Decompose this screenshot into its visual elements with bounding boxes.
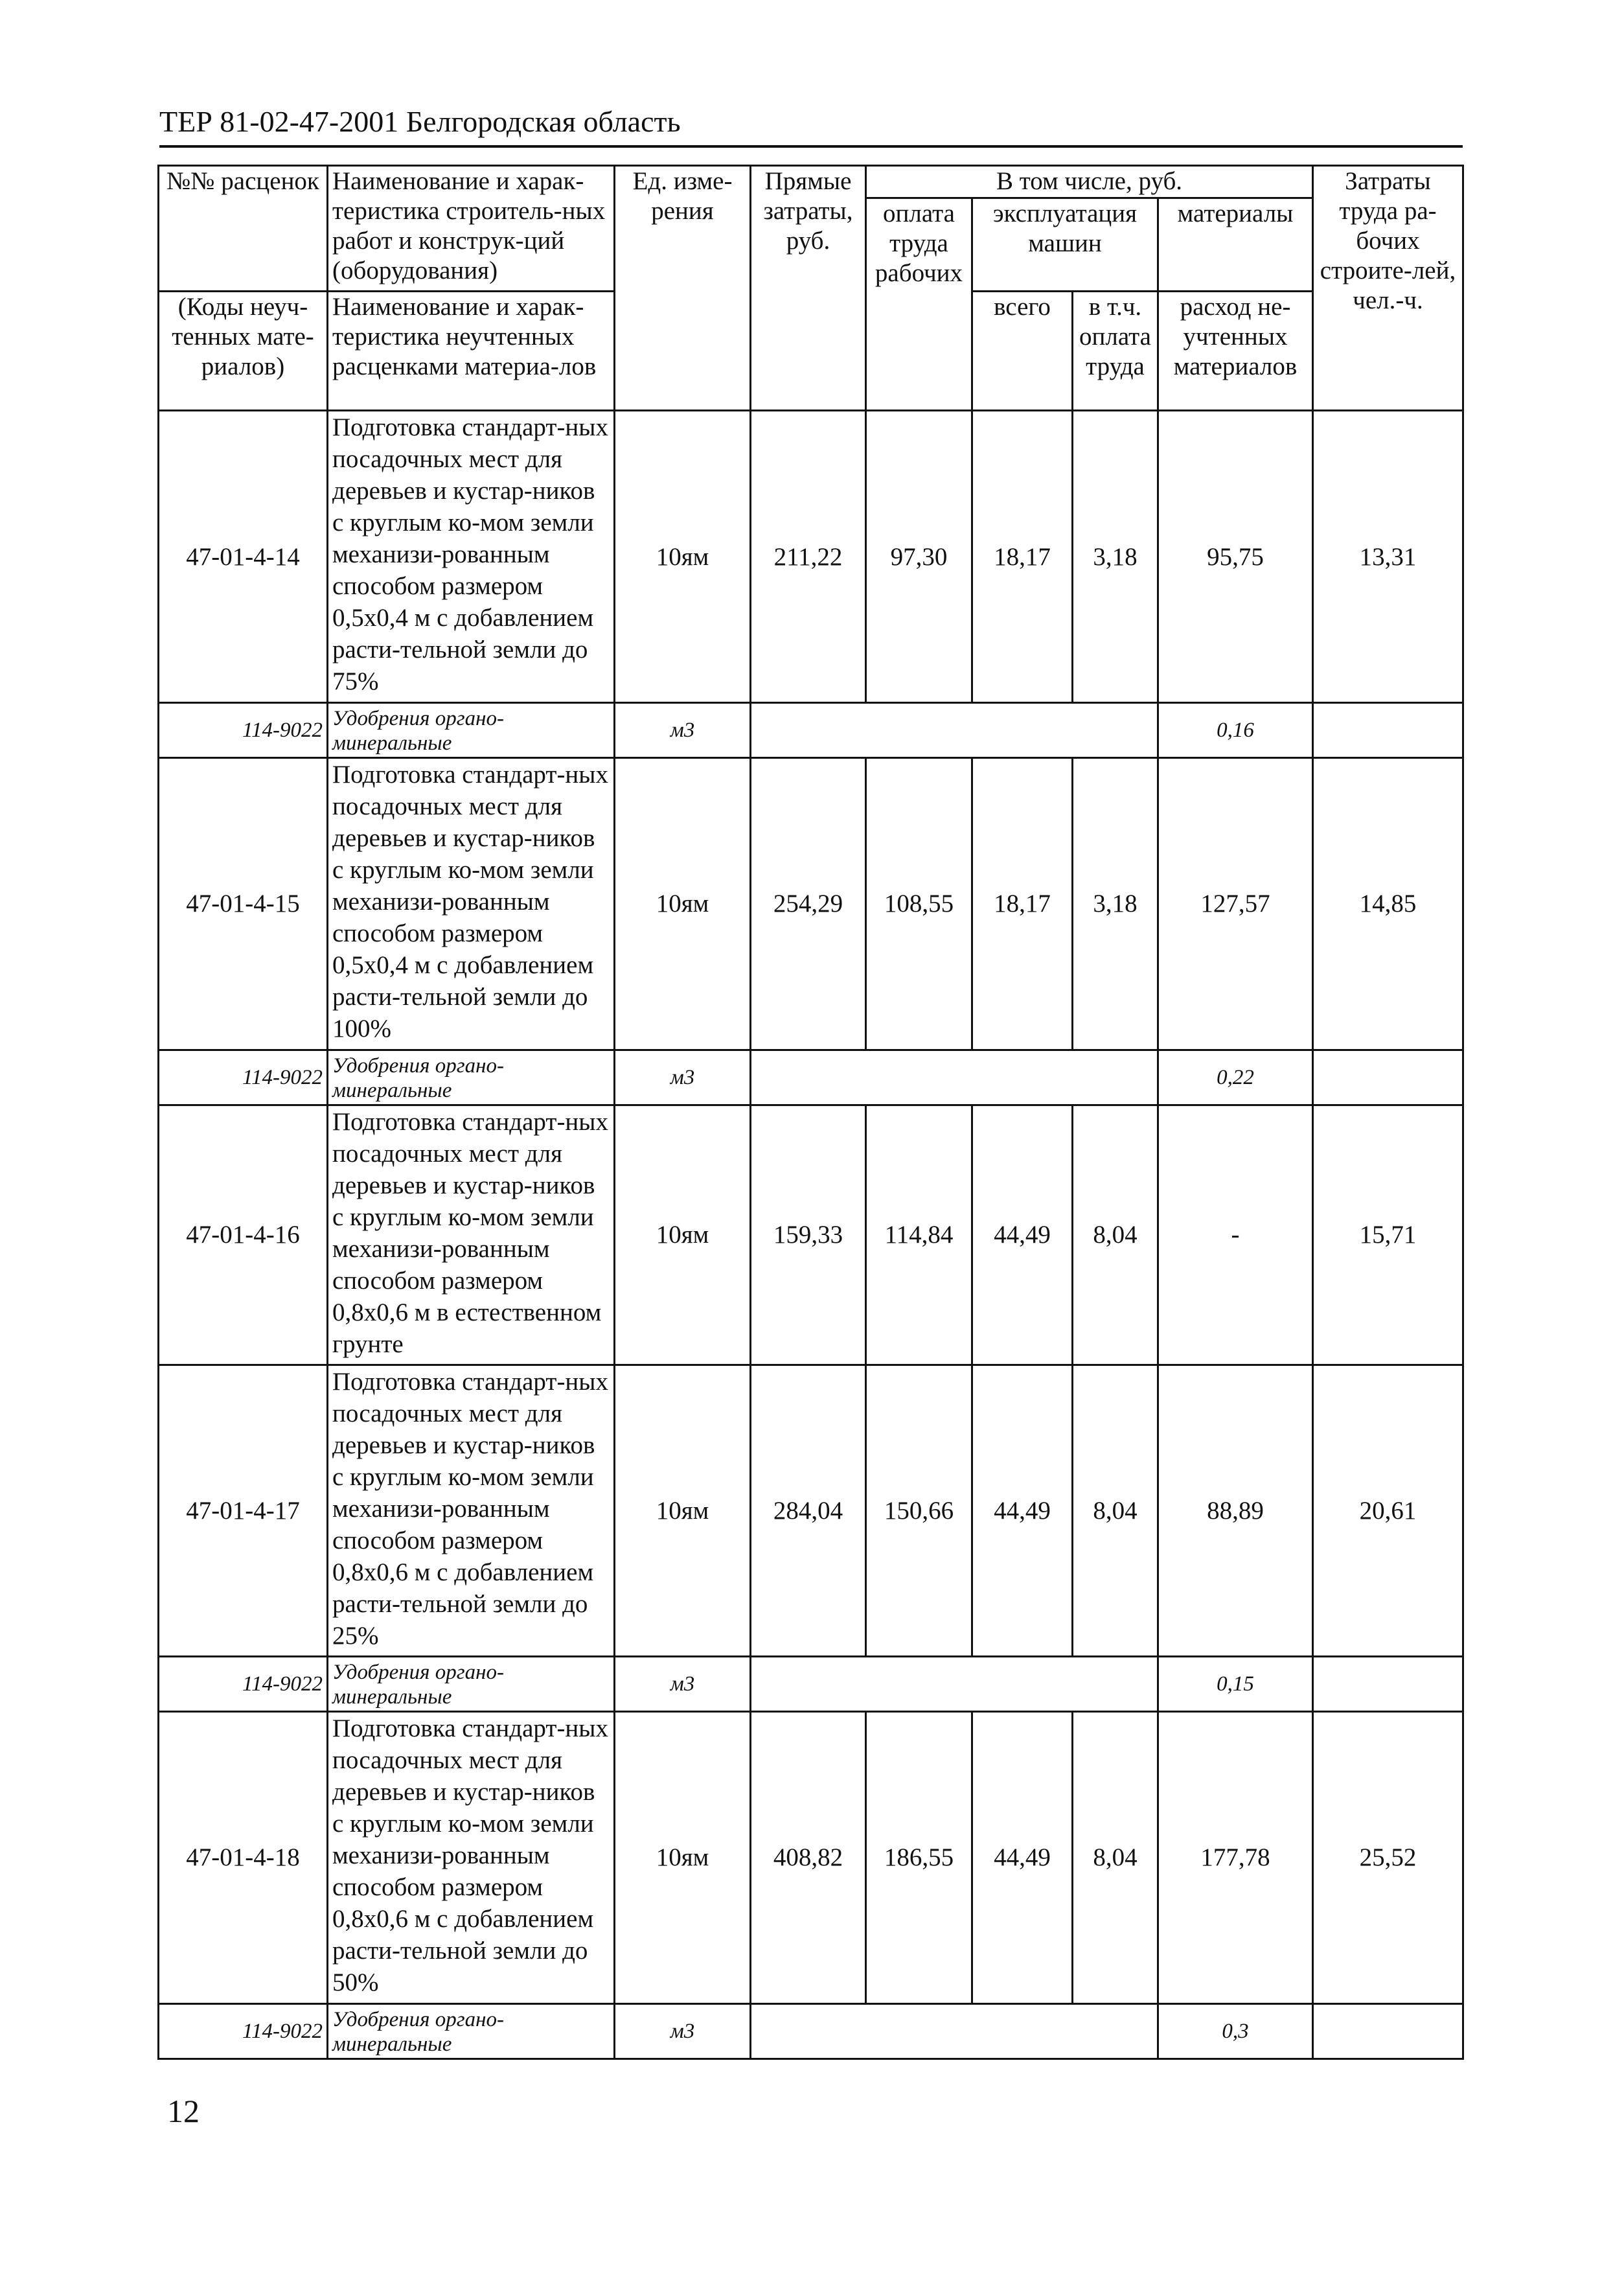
head-work-name: Наименование и харак-теристика строитель-ных работ и конструк-ций (оборудования)	[328, 166, 615, 292]
rates-table	[157, 165, 1464, 2060]
rate-machines-total: 18,17	[972, 411, 1073, 702]
material-code: 114-9022	[159, 702, 328, 757]
rate-unit: 10ям	[615, 1105, 751, 1365]
rate-row	[159, 758, 1463, 1050]
head-machines-pay: в т.ч. оплата труда	[1073, 291, 1158, 411]
rate-labor: 25,52	[1313, 1712, 1463, 2003]
rate-machines-total: 44,49	[972, 1712, 1073, 2003]
head-missing-materials-code: (Коды неуч-тенных мате-риалов)	[159, 291, 328, 411]
rate-materials: 95,75	[1158, 411, 1313, 702]
head-machines: эксплуатация машин	[972, 198, 1158, 291]
material-unit: м3	[615, 1656, 751, 1711]
material-row	[159, 1656, 1463, 1711]
material-empty-labor	[1313, 1050, 1463, 1105]
material-empty-labor	[1313, 2003, 1463, 2059]
head-materials: материалы	[1158, 198, 1313, 291]
rate-machines-total: 18,17	[972, 758, 1073, 1050]
material-name: Удобрения органо-минеральные	[328, 2003, 615, 2059]
rate-materials: -	[1158, 1105, 1313, 1365]
material-name: Удобрения органо-минеральные	[328, 702, 615, 757]
rate-code: 47-01-4-17	[159, 1365, 328, 1656]
material-unit: м3	[615, 702, 751, 757]
rate-row	[159, 1365, 1463, 1656]
rate-machines-pay: 8,04	[1073, 1105, 1158, 1365]
material-unit: м3	[615, 2003, 751, 2059]
page-number: 12	[167, 2093, 200, 2129]
rate-row	[159, 1712, 1463, 2003]
material-quantity: 0,16	[1158, 702, 1313, 757]
material-quantity: 0,15	[1158, 1656, 1313, 1711]
material-empty-span	[751, 2003, 1158, 2059]
rate-direct-costs: 159,33	[751, 1105, 866, 1365]
rate-unit: 10ям	[615, 1712, 751, 2003]
material-row	[159, 702, 1463, 757]
rate-unit: 10ям	[615, 1365, 751, 1656]
material-empty-span	[751, 1050, 1158, 1105]
rate-labor: 20,61	[1313, 1365, 1463, 1656]
rate-direct-costs: 408,82	[751, 1712, 866, 2003]
rate-labor: 15,71	[1313, 1105, 1463, 1365]
rate-code: 47-01-4-15	[159, 758, 328, 1050]
head-direct-costs: Прямые затраты, руб.	[751, 166, 866, 411]
head-including: В том числе, руб.	[866, 166, 1313, 198]
rate-description: Подготовка стандарт-ных посадочных мест для деревьев и кустар-ников с круглым ко-мом земли механизи-рованным способом размером 0,8х0,6 м с добавлением расти-тельной земли до 50%	[328, 1712, 615, 2003]
rate-machines-pay: 8,04	[1073, 1712, 1158, 2003]
material-code: 114-9022	[159, 1656, 328, 1711]
material-empty-span	[751, 702, 1158, 757]
rate-machines-pay: 8,04	[1073, 1365, 1158, 1656]
rate-unit: 10ям	[615, 411, 751, 702]
material-unit: м3	[615, 1050, 751, 1105]
rate-worker-pay: 114,84	[866, 1105, 972, 1365]
head-labor: Затраты труда ра-бочих строите-лей, чел.-ч.	[1313, 166, 1463, 411]
head-material-name: Наименование и харак-теристика неучтенных расценками материа-лов	[328, 291, 615, 411]
rate-description: Подготовка стандарт-ных посадочных мест для деревьев и кустар-ников с круглым ко-мом земли механизи-рованным способом размером 0,5х0,4 м с добавлением расти-тельной земли до 75%	[328, 411, 615, 702]
rate-code: 47-01-4-18	[159, 1712, 328, 2003]
rate-code: 47-01-4-14	[159, 411, 328, 702]
rate-worker-pay: 150,66	[866, 1365, 972, 1656]
rate-direct-costs: 211,22	[751, 411, 866, 702]
rate-worker-pay: 186,55	[866, 1712, 972, 2003]
material-code: 114-9022	[159, 2003, 328, 2059]
material-quantity: 0,3	[1158, 2003, 1313, 2059]
head-machines-total: всего	[972, 291, 1073, 411]
material-name: Удобрения органо-минеральные	[328, 1050, 615, 1105]
material-empty-labor	[1313, 702, 1463, 757]
rate-description: Подготовка стандарт-ных посадочных мест для деревьев и кустар-ников с круглым ко-мом земли механизи-рованным способом размером 0,5х0,4 м с добавлением расти-тельной земли до 100%	[328, 758, 615, 1050]
head-unit: Ед. изме-рения	[615, 166, 751, 411]
document-header: ТЕР 81-02-47-2001 Белгородская область	[159, 105, 681, 138]
material-row	[159, 2003, 1463, 2059]
rate-unit: 10ям	[615, 758, 751, 1050]
material-name: Удобрения органо-минеральные	[328, 1656, 615, 1711]
rate-machines-total: 44,49	[972, 1105, 1073, 1365]
rate-worker-pay: 108,55	[866, 758, 972, 1050]
rate-worker-pay: 97,30	[866, 411, 972, 702]
material-empty-labor	[1313, 1656, 1463, 1711]
rate-row	[159, 411, 1463, 702]
rate-materials: 177,78	[1158, 1712, 1313, 2003]
rate-description: Подготовка стандарт-ных посадочных мест для деревьев и кустар-ников с круглым ко-мом земли механизи-рованным способом размером 0,8х0,6 м в естественном грунте	[328, 1105, 615, 1365]
rate-direct-costs: 284,04	[751, 1365, 866, 1656]
rate-description: Подготовка стандарт-ных посадочных мест для деревьев и кустар-ников с круглым ко-мом земли механизи-рованным способом размером 0,8х0,6 м с добавлением расти-тельной земли до 25%	[328, 1365, 615, 1656]
material-row	[159, 1050, 1463, 1105]
rate-materials: 88,89	[1158, 1365, 1313, 1656]
rate-machines-pay: 3,18	[1073, 758, 1158, 1050]
rate-direct-costs: 254,29	[751, 758, 866, 1050]
head-code: №№ расценок	[159, 166, 328, 292]
head-worker-pay: оплата труда рабочих	[866, 198, 972, 411]
rate-machines-total: 44,49	[972, 1365, 1073, 1656]
rate-row	[159, 1105, 1463, 1365]
rate-labor: 14,85	[1313, 758, 1463, 1050]
rate-materials: 127,57	[1158, 758, 1313, 1050]
head-material-consumption: расход не-учтенных материалов	[1158, 291, 1313, 411]
material-quantity: 0,22	[1158, 1050, 1313, 1105]
rate-code: 47-01-4-16	[159, 1105, 328, 1365]
header-rule	[159, 145, 1463, 148]
material-code: 114-9022	[159, 1050, 328, 1105]
rate-machines-pay: 3,18	[1073, 411, 1158, 702]
material-empty-span	[751, 1656, 1158, 1711]
rate-labor: 13,31	[1313, 411, 1463, 702]
